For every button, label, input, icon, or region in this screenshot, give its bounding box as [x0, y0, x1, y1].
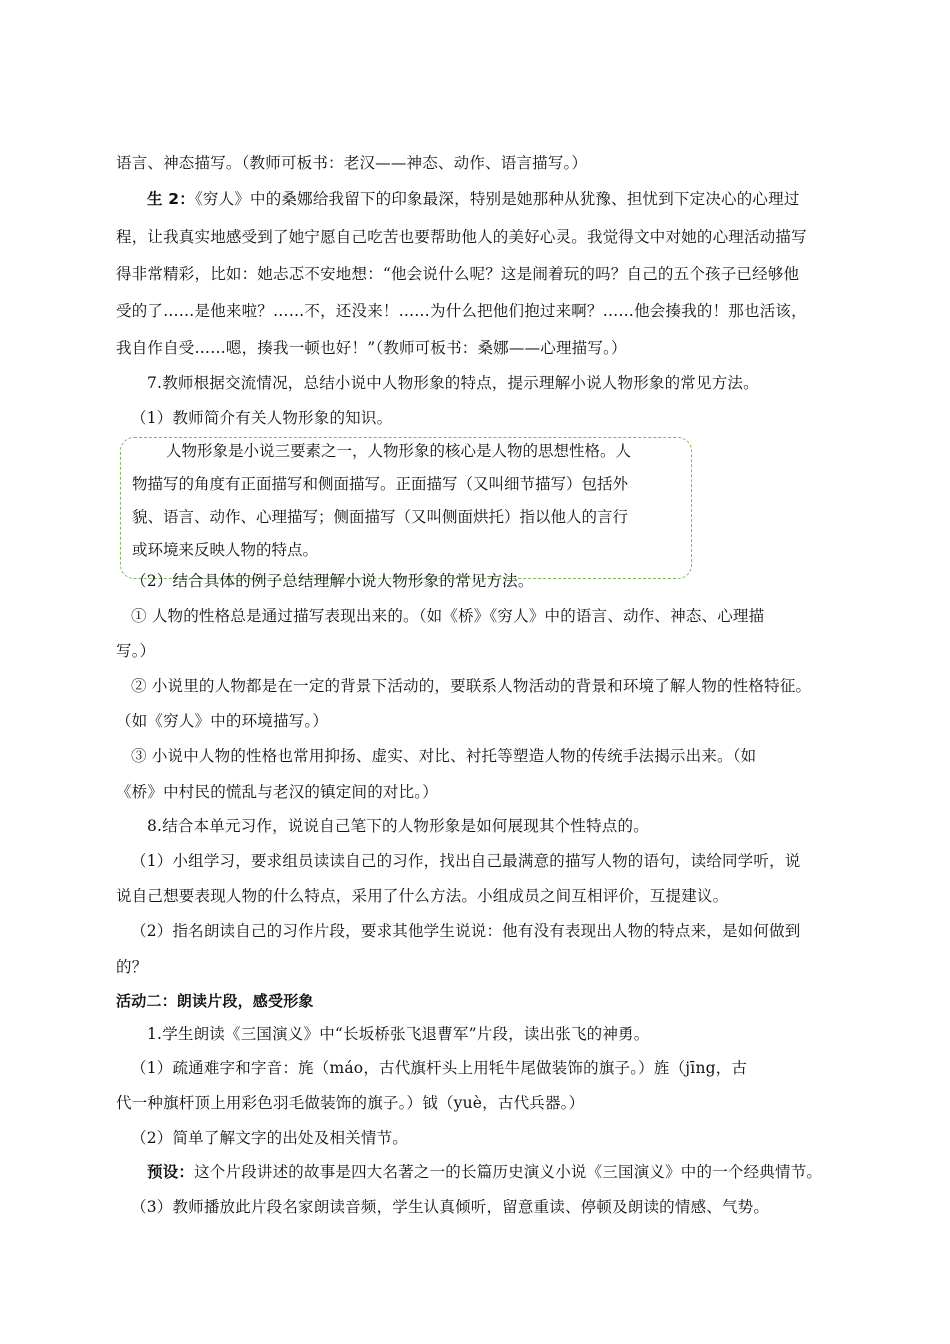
paragraph-line: 语言、神态描写。（教师可板书：老汉——神态、动作、语言描写。） — [116, 154, 588, 172]
method3-line1: ③ 小说中人物的性格也常用抑扬、虚实、对比、衬托等塑造人物的传统手法揭示出来。（如 — [131, 747, 757, 765]
step8-title: 8.结合本单元习作，说说自己笔下的人物形象是如何展现其个性特点的。 — [147, 817, 649, 835]
method1-line2: 写。） — [116, 642, 156, 660]
student2-line5: 我自作自受……嗯，揍我一顿也好！”（教师可板书：桑娜——心理描写。） — [116, 339, 627, 357]
activity2-s1-line1: （1）疏通难字和字音：旄（máo，古代旗杆头上用牦牛尾做装饰的旗子。）旌（jīng，古 — [131, 1059, 748, 1077]
step7-title: 7.教师根据交流情况，总结小说中人物形象的特点，提示理解小说人物形象的常见方法。 — [147, 374, 759, 392]
activity2-s2: （2）简单了解文字的出处及相关情节。 — [131, 1129, 408, 1147]
knowledge-box-line: 人物形象是小说三要素之一，人物形象的核心是人物的思想性格。人 — [166, 442, 632, 460]
method3-line2: 《桥》中村民的慌乱与老汉的镇定间的对比。） — [116, 783, 438, 801]
knowledge-box-line: 貌、语言、动作、心理描写；侧面描写（又叫侧面烘托）指以他人的言行 — [132, 508, 629, 526]
activity2-s1-line2: 代一种旗杆顶上用彩色羽毛做装饰的旗子。）钺（yuè，古代兵器。） — [116, 1094, 585, 1112]
preset-label: 预设： — [147, 1163, 195, 1181]
step8-s1-line2: 说自己想要表现人物的什么特点，采用了什么方法。小组成员之间互相评价，互提建议。 — [116, 887, 729, 905]
activity2-preset — [147, 1162, 871, 1182]
student2-line4: 受的了……是他来啦？……不，还没来！……为什么把他们抱过来啊？……他会揍我的！那也活该， — [116, 302, 807, 320]
activity2-heading: 活动二：朗读片段，感受形象 — [116, 992, 314, 1010]
knowledge-box-line: 物描写的角度有正面描写和侧面描写。正面描写（又叫细节描写）包括外 — [132, 475, 629, 493]
step7-sub1: （1）教师简介有关人物形象的知识。 — [131, 409, 393, 427]
student2-line1 — [147, 189, 871, 209]
method1-line1: ① 人物的性格总是通过描写表现出来的。（如《桥》《穷人》中的语言、动作、神态、心理描 — [131, 607, 765, 625]
student2-line2: 程，让我真实地感受到了她宁愿自己吃苦也要帮助他人的美好心灵。我觉得文中对她的心理活动描写 — [116, 228, 807, 246]
step8-s2-line1: （2）指名朗读自己的习作片段，要求其他学生说说：他有没有表现出人物的特点来，是如何做到 — [131, 922, 801, 940]
activity2-s3: （3）教师播放此片段名家朗读音频，学生认真倾听，留意重读、停顿及朗读的情感、气势。 — [131, 1198, 770, 1216]
step8-s1-line1: （1）小组学习，要求组员读读自己的习作，找出自己最满意的描写人物的语句，读给同学听，说 — [131, 852, 801, 870]
method2-line2: （如《穷人》中的环境描写。） — [116, 712, 329, 730]
student2-line3: 得非常精彩，比如：她忐忑不安地想：“他会说什么呢？这是闹着玩的吗？自己的五个孩子已经够他 — [116, 265, 800, 283]
knowledge-box-line: 或环境来反映人物的特点。 — [132, 541, 319, 559]
student2-text: 《穷人》中的桑娜给我留下的印象最深，特别是她那种从犹豫、担忧到下定决心的心理过 — [194, 190, 800, 208]
activity2-item1: 1.学生朗读《三国演义》中“长坂桥张飞退曹军”片段，读出张飞的神勇。 — [147, 1025, 650, 1043]
step8-s2-line2: 的？ — [116, 958, 148, 976]
method2-line1: ② 小说里的人物都是在一定的背景下活动的，要联系人物活动的背景和环境了解人物的性格特征。 — [131, 677, 812, 695]
preset-text: 这个片段讲述的故事是四大名著之一的长篇历史演义小说《三国演义》中的一个经典情节。 — [194, 1163, 823, 1181]
student2-label: 生 2： — [147, 190, 195, 208]
step7-sub2: （2）结合具体的例子总结理解小说人物形象的常见方法。 — [131, 572, 534, 590]
